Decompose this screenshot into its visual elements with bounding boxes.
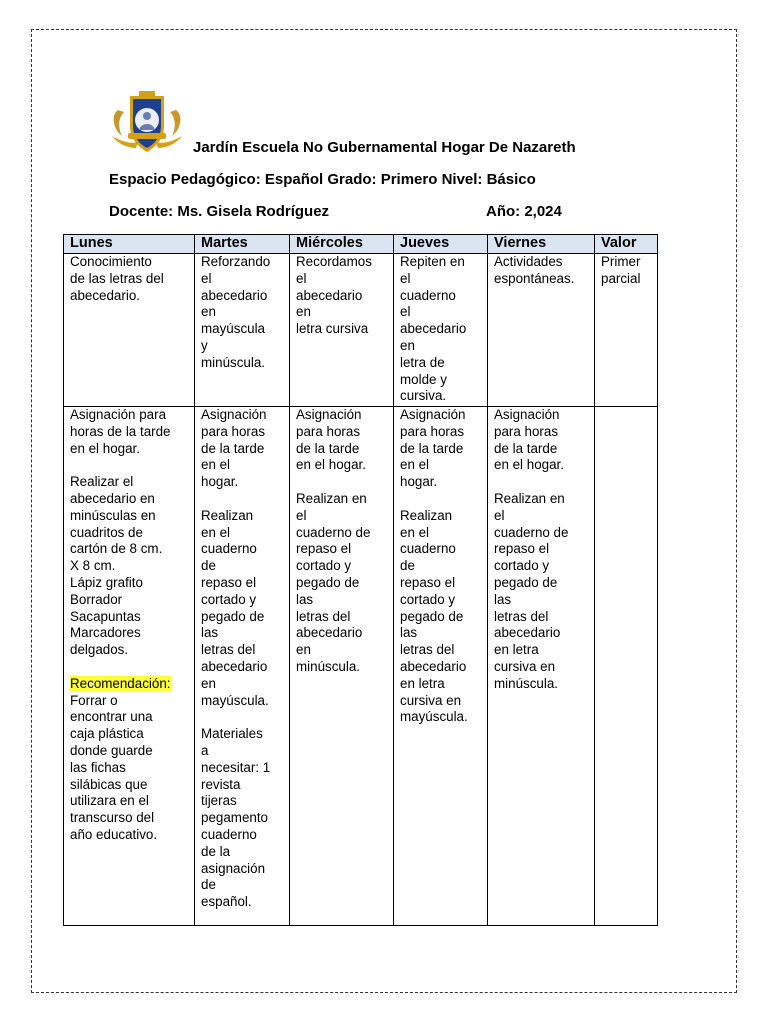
weekly-plan-table <box>63 234 658 926</box>
cell-text: Primer parcial <box>601 254 641 286</box>
cell-text: Realizan en el cuaderno de repaso el cortado y pegado de las letras del abecedario en minúscula. <box>296 490 371 674</box>
cell-text: Reforzando el abecedario en mayúscula y minúscula. <box>201 254 271 370</box>
cell-valor <box>595 254 658 407</box>
cell-text: Realizan en el cuaderno de repaso el cortado y pegado de las letras del abecedario en mayúscula. <box>201 507 269 708</box>
cell-text: Asignación para horas de la tarde en el hogar. <box>494 407 564 473</box>
cell-text: Actividades espontáneas. <box>494 254 575 286</box>
header-martes: Martes <box>195 235 290 254</box>
header-viernes: Viernes <box>488 235 595 254</box>
cell-miercoles <box>290 254 394 407</box>
cell-text: Realizar el abecedario en minúsculas en cuadritos de cartón de 8 cm. X 8 cm. Lápiz grafito Borrador Sacapuntas Marcadores delgados. <box>70 474 163 658</box>
cell-text: Conocimiento de las letras del abecedario. <box>70 254 164 303</box>
cell-valor <box>595 407 658 926</box>
cell-lunes <box>64 254 195 407</box>
header-miercoles: Miércoles <box>290 235 394 254</box>
header-lunes: Lunes <box>64 235 195 254</box>
cell-text: Realizan en el cuaderno de repaso el cortado y pegado de las letras del abecedario en letra cursiva en minúscula. <box>494 490 569 691</box>
cell-text: Recordamos el abecedario en letra cursiva <box>296 254 372 337</box>
cell-text: Materiales a necesitar: 1 revista tijeras pegamento cuaderno de la asignación de español. <box>201 726 271 910</box>
cell-text: Asignación para horas de la tarde en el hogar. <box>296 407 366 473</box>
cell-text: Realizan en el cuaderno de repaso el cortado y pegado de las letras del abecedario en letra cursiva en mayúscula. <box>400 507 468 725</box>
school-title: Jardín Escuela No Gubernamental Hogar De Nazareth <box>193 139 576 156</box>
cell-jueves <box>394 407 488 926</box>
recommendation-block <box>70 676 194 844</box>
header-valor: Valor <box>595 235 658 254</box>
recommendation-label: Recomendación: <box>70 675 171 691</box>
school-crest-logo <box>108 86 186 156</box>
cell-viernes <box>488 407 595 926</box>
cell-text: Asignación para horas de la tarde en el hogar. <box>70 407 171 456</box>
cell-jueves <box>394 254 488 407</box>
cell-text: Asignación para horas de la tarde en el hogar. <box>400 407 466 490</box>
cell-martes <box>195 254 290 407</box>
header-jueves: Jueves <box>394 235 488 254</box>
cell-lunes <box>64 407 195 926</box>
cell-martes <box>195 407 290 926</box>
table-row <box>64 407 658 926</box>
table-header-row <box>64 235 658 254</box>
cell-viernes <box>488 254 595 407</box>
cell-text: Forrar o encontrar una caja plástica donde guarde las fichas silábicas que utilizara en el transcurso del año educativo. <box>70 692 158 842</box>
cell-text: Asignación para horas de la tarde en el hogar. <box>201 407 267 490</box>
table-row <box>64 254 658 407</box>
pedagogical-space-line: Espacio Pedagógico: Español Grado: Primero Nivel: Básico <box>109 171 536 188</box>
cell-miercoles <box>290 407 394 926</box>
year-line: Año: 2,024 <box>486 203 562 220</box>
teacher-line: Docente: Ms. Gisela Rodríguez <box>109 203 330 220</box>
cell-text: Repiten en el cuaderno el abecedario en letra de molde y cursiva. <box>400 254 467 404</box>
